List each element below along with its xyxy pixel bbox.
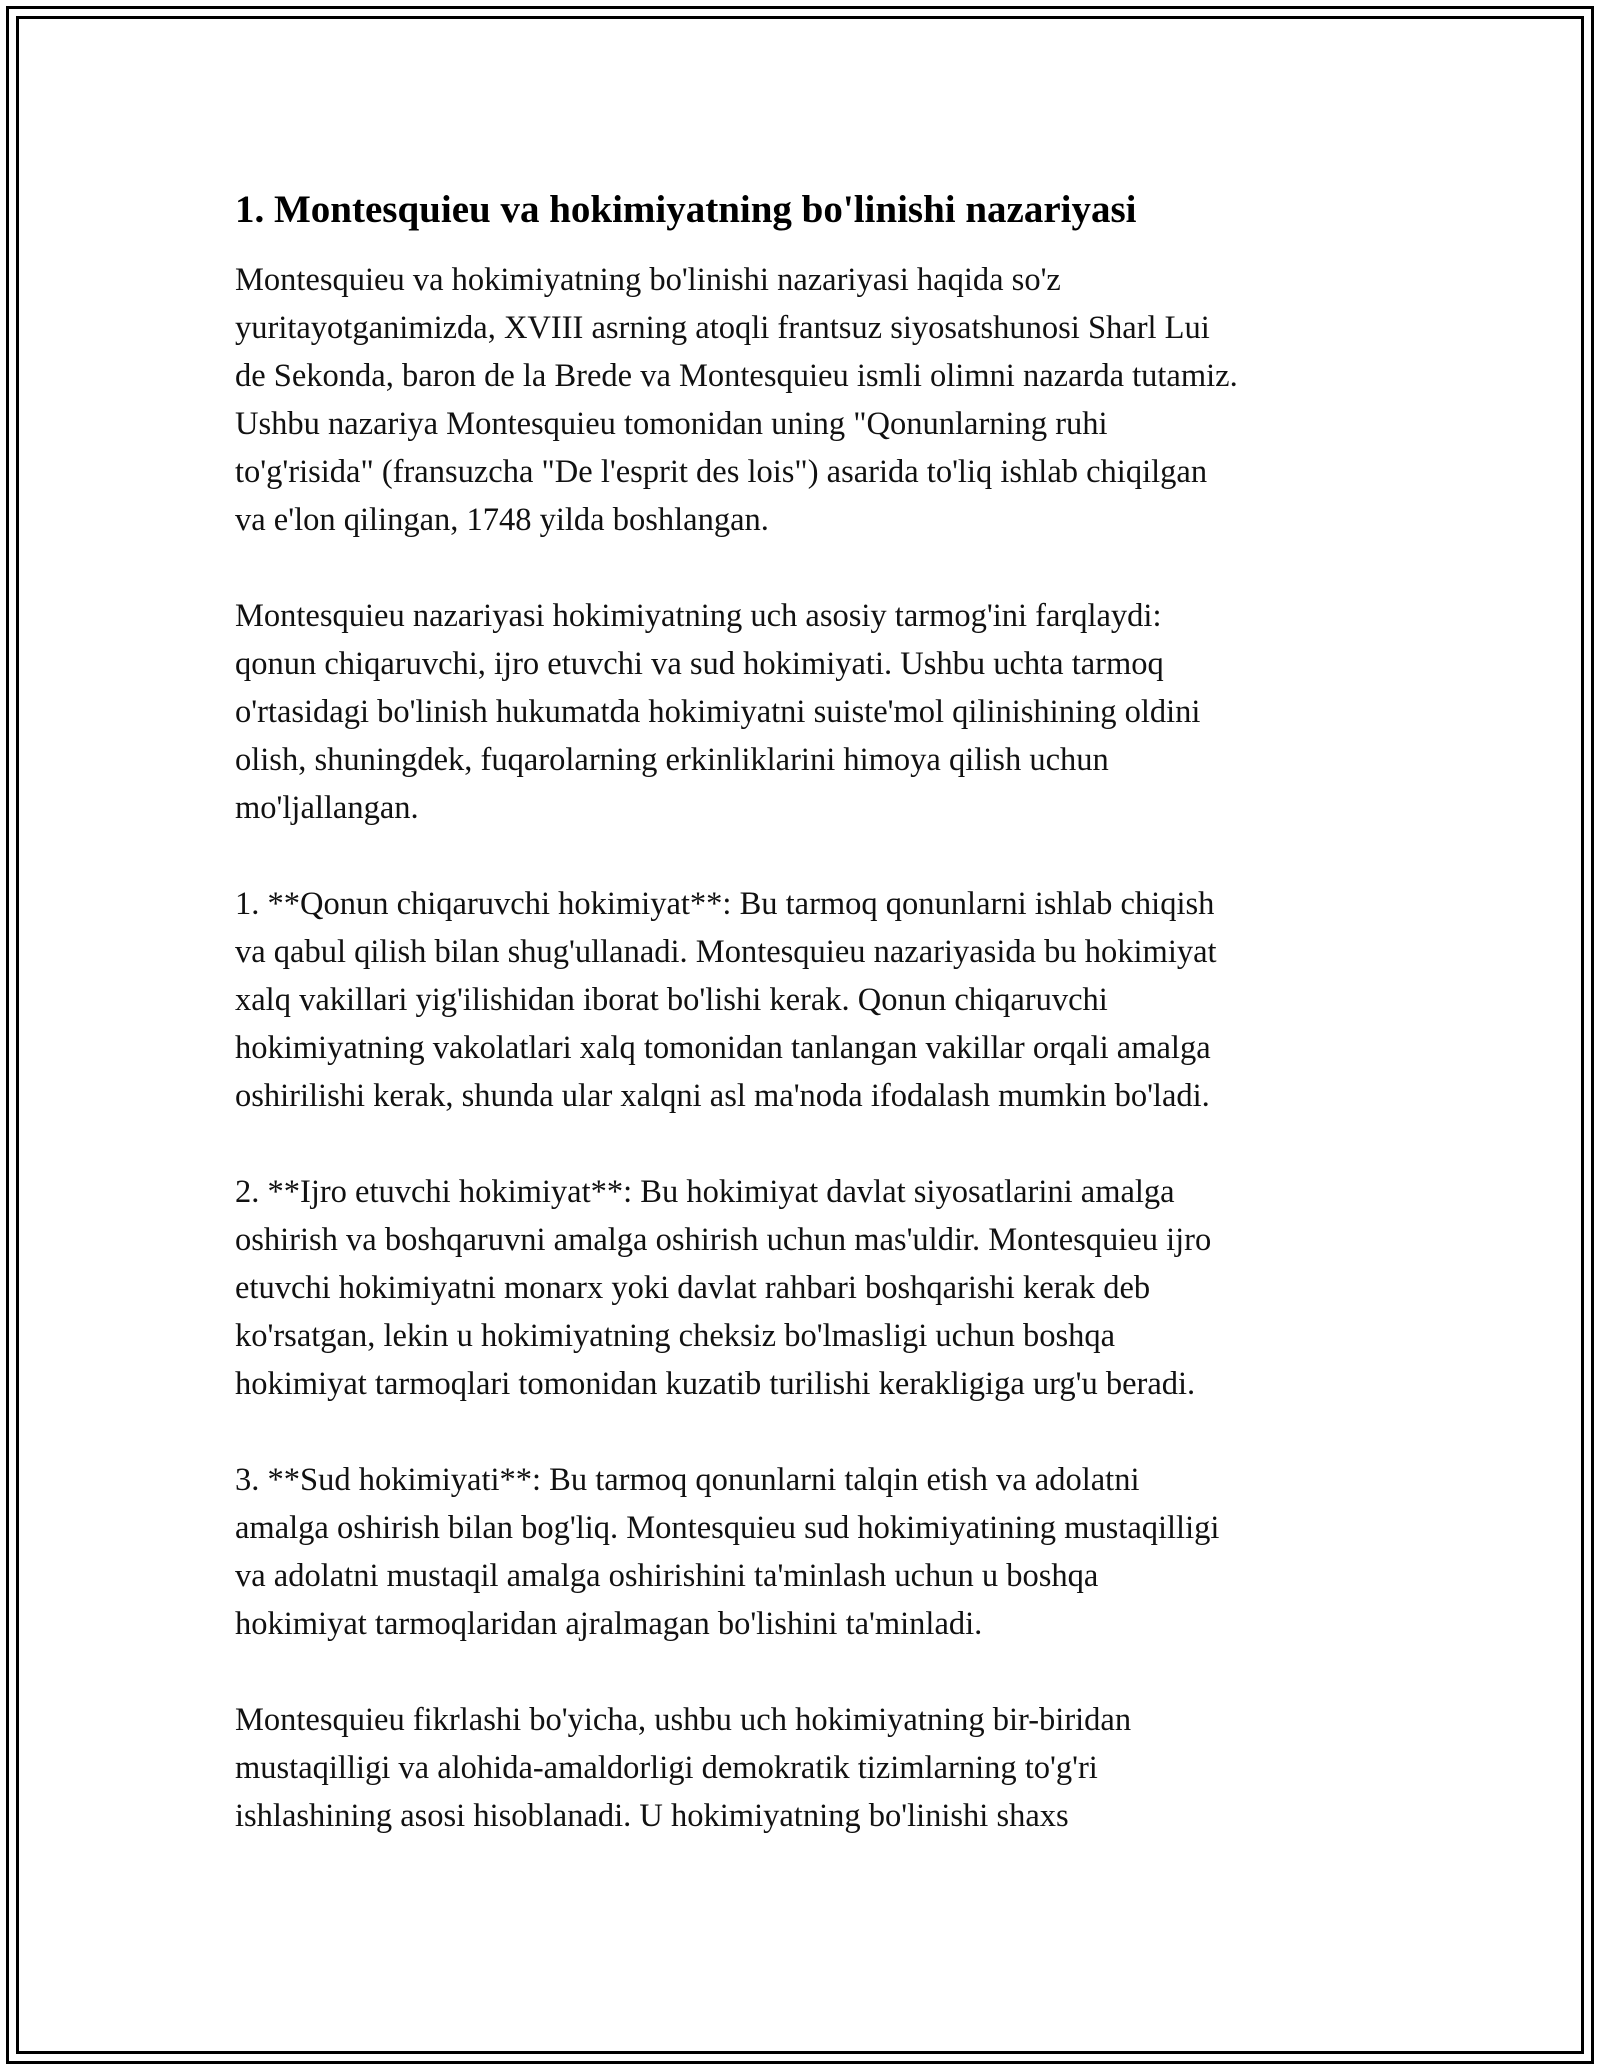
text-line: Montesquieu va hokimiyatning bo'linishi nazariyasi haqida so'z bbox=[235, 262, 1061, 298]
paragraph bbox=[235, 880, 1395, 1120]
text-line: Montesquieu fikrlashi bo'yicha, ushbu uch hokimiyatning bir-biridan bbox=[235, 1702, 1132, 1738]
text-line: oshirilishi kerak, shunda ular xalqni asl ma'noda ifodalash mumkin bo'ladi. bbox=[235, 1078, 1210, 1114]
paragraph-gap bbox=[235, 544, 1395, 592]
paragraph bbox=[235, 256, 1395, 544]
text-line: hokimiyat tarmoqlari tomonidan kuzatib turilishi kerakligiga urg'u beradi. bbox=[235, 1366, 1196, 1402]
text-line: mo'ljallangan. bbox=[235, 790, 419, 826]
text-line: va e'lon qilingan, 1748 yilda boshlangan. bbox=[235, 502, 769, 538]
text-line: de Sekonda, baron de la Brede va Montesquieu ismli olimni nazarda tutamiz. bbox=[235, 358, 1238, 394]
text-line: o'rtasidagi bo'linish hukumatda hokimiyatni suiste'mol qilinishining oldini bbox=[235, 694, 1201, 730]
paragraph bbox=[235, 1456, 1395, 1648]
text-line: oshirish va boshqaruvni amalga oshirish uchun mas'uldir. Montesquieu ijro bbox=[235, 1222, 1212, 1258]
text-line: Ushbu nazariya Montesquieu tomonidan uning "Qonunlarning ruhi bbox=[235, 406, 1108, 442]
text-line: to'g'risida" (fransuzcha "De l'esprit des lois") asarida to'liq ishlab chiqilgan bbox=[235, 454, 1208, 490]
text-line: Montesquieu nazariyasi hokimiyatning uch asosiy tarmog'ini farqlaydi: bbox=[235, 598, 1162, 634]
text-line: ishlashining asosi hisoblanadi. U hokimiyatning bo'linishi shaxs bbox=[235, 1798, 1069, 1834]
text-line: olish, shuningdek, fuqarolarning erkinliklarini himoya qilish uchun bbox=[235, 742, 1109, 778]
text-line: qonun chiqaruvchi, ijro etuvchi va sud hokimiyati. Ushbu uchta tarmoq bbox=[235, 646, 1164, 682]
text-line: 2. **Ijro etuvchi hokimiyat**: Bu hokimiyat davlat siyosatlarini amalga bbox=[235, 1174, 1175, 1210]
text-line: hokimiyat tarmoqlaridan ajralmagan bo'lishini ta'minladi. bbox=[235, 1606, 983, 1642]
text-line: va adolatni mustaqil amalga oshirishini ta'minlash uchun u boshqa bbox=[235, 1558, 1099, 1594]
text-line: etuvchi hokimiyatni monarx yoki davlat rahbari boshqarishi kerak deb bbox=[235, 1270, 1151, 1306]
document-body bbox=[235, 256, 1395, 1840]
text-line: ko'rsatgan, lekin u hokimiyatning cheksiz bo'lmasligi uchun boshqa bbox=[235, 1318, 1116, 1354]
paragraph bbox=[235, 592, 1395, 832]
document-title: 1. Montesquieu va hokimiyatning bo'linishi nazariyasi bbox=[235, 188, 1137, 231]
paragraph bbox=[235, 1168, 1395, 1408]
text-line: mustaqilligi va alohida-amaldorligi demokratik tizimlarning to'g'ri bbox=[235, 1750, 1098, 1786]
text-line: hokimiyatning vakolatlari xalq tomonidan tanlangan vakillar orqali amalga bbox=[235, 1030, 1211, 1066]
paragraph-gap bbox=[235, 1120, 1395, 1168]
text-line: 1. **Qonun chiqaruvchi hokimiyat**: Bu tarmoq qonunlarni ishlab chiqish bbox=[235, 886, 1215, 922]
paragraph-gap bbox=[235, 1408, 1395, 1456]
paragraph-gap bbox=[235, 1648, 1395, 1696]
text-line: 3. **Sud hokimiyati**: Bu tarmoq qonunlarni talqin etish va adolatni bbox=[235, 1462, 1140, 1498]
paragraph-gap bbox=[235, 832, 1395, 880]
text-line: xalq vakillari yig'ilishidan iborat bo'lishi kerak. Qonun chiqaruvchi bbox=[235, 982, 1108, 1018]
text-line: yuritayotganimizda, XVIII asrning atoqli frantsuz siyosatshunosi Sharl Lui bbox=[235, 310, 1210, 346]
text-line: va qabul qilish bilan shug'ullanadi. Montesquieu nazariyasida bu hokimiyat bbox=[235, 934, 1217, 970]
text-line: amalga oshirish bilan bog'liq. Montesquieu sud hokimiyatining mustaqilligi bbox=[235, 1510, 1220, 1546]
paragraph bbox=[235, 1696, 1395, 1840]
document-content bbox=[235, 186, 1395, 1840]
